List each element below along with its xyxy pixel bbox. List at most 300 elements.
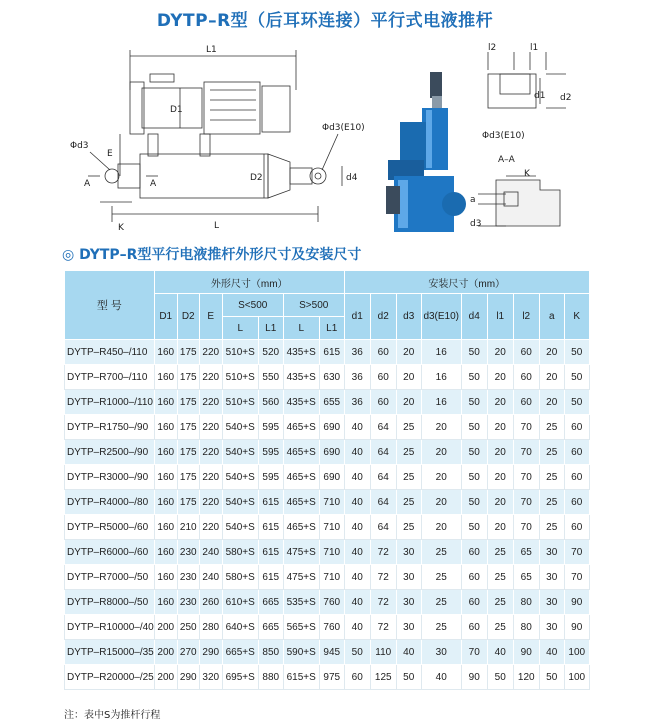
value-cell: 270 bbox=[177, 640, 199, 665]
col-header: D1 bbox=[154, 294, 177, 340]
value-cell: 90 bbox=[564, 615, 589, 640]
value-cell: 610+S bbox=[222, 590, 258, 615]
value-cell: 640+S bbox=[222, 615, 258, 640]
value-cell: 72 bbox=[370, 565, 396, 590]
header-mount: 安装尺寸（mm） bbox=[344, 271, 589, 294]
value-cell: 25 bbox=[396, 490, 421, 515]
value-cell: 580+S bbox=[222, 565, 258, 590]
value-cell: 64 bbox=[370, 490, 396, 515]
table-row bbox=[65, 490, 590, 515]
value-cell: 320 bbox=[199, 665, 222, 690]
value-cell: 220 bbox=[199, 465, 222, 490]
col-header: L1 bbox=[319, 317, 344, 340]
table-row bbox=[65, 390, 590, 415]
footnote: 注：表中S为推杆行程 bbox=[64, 710, 161, 721]
col-header: d2 bbox=[370, 294, 396, 340]
value-cell: 100 bbox=[564, 665, 589, 690]
value-cell: 20 bbox=[421, 440, 461, 465]
header-s-lt-500: S<500 bbox=[222, 294, 283, 317]
col-header: d4 bbox=[461, 294, 487, 340]
value-cell: 20 bbox=[396, 365, 421, 390]
value-cell: 200 bbox=[154, 640, 177, 665]
model-cell: DYTP–R450–/110 bbox=[65, 340, 155, 365]
value-cell: 64 bbox=[370, 465, 396, 490]
value-cell: 100 bbox=[564, 640, 589, 665]
value-cell: 540+S bbox=[222, 515, 258, 540]
value-cell: 50 bbox=[564, 365, 589, 390]
value-cell: 40 bbox=[539, 640, 564, 665]
side-view-drawing bbox=[88, 50, 342, 222]
section-mark-right: A bbox=[150, 179, 157, 189]
value-cell: 40 bbox=[396, 640, 421, 665]
value-cell: 70 bbox=[513, 415, 539, 440]
table-title: ◎ DYTP–R型平行电液推杆外形尺寸及安装尺寸 bbox=[62, 247, 362, 263]
value-cell: 175 bbox=[177, 415, 199, 440]
value-cell: 175 bbox=[177, 440, 199, 465]
section-label: A–A bbox=[498, 155, 515, 165]
table-row bbox=[65, 465, 590, 490]
value-cell: 40 bbox=[344, 615, 370, 640]
dim-phi-d3-e10: Φd3(E10) bbox=[322, 123, 365, 133]
value-cell: 40 bbox=[344, 590, 370, 615]
value-cell: 25 bbox=[539, 415, 564, 440]
value-cell: 200 bbox=[154, 615, 177, 640]
value-cell: 20 bbox=[539, 365, 564, 390]
value-cell: 60 bbox=[513, 365, 539, 390]
value-cell: 25 bbox=[396, 515, 421, 540]
value-cell: 630 bbox=[319, 365, 344, 390]
value-cell: 510+S bbox=[222, 365, 258, 390]
value-cell: 70 bbox=[461, 640, 487, 665]
model-cell: DYTP–R20000–/25 bbox=[65, 665, 155, 690]
value-cell: 160 bbox=[154, 440, 177, 465]
value-cell: 25 bbox=[396, 440, 421, 465]
value-cell: 40 bbox=[344, 465, 370, 490]
value-cell: 435+S bbox=[283, 340, 319, 365]
value-cell: 30 bbox=[396, 540, 421, 565]
value-cell: 175 bbox=[177, 340, 199, 365]
value-cell: 36 bbox=[344, 390, 370, 415]
table-row bbox=[65, 590, 590, 615]
value-cell: 40 bbox=[344, 540, 370, 565]
value-cell: 30 bbox=[539, 615, 564, 640]
value-cell: 475+S bbox=[283, 565, 319, 590]
value-cell: 50 bbox=[344, 640, 370, 665]
value-cell: 25 bbox=[539, 440, 564, 465]
value-cell: 64 bbox=[370, 415, 396, 440]
value-cell: 50 bbox=[396, 665, 421, 690]
dim-K: K bbox=[118, 223, 124, 233]
value-cell: 850 bbox=[258, 640, 283, 665]
value-cell: 880 bbox=[258, 665, 283, 690]
value-cell: 65 bbox=[513, 540, 539, 565]
value-cell: 90 bbox=[513, 640, 539, 665]
value-cell: 690 bbox=[319, 415, 344, 440]
value-cell: 20 bbox=[539, 340, 564, 365]
value-cell: 50 bbox=[564, 340, 589, 365]
table-row bbox=[65, 665, 590, 690]
value-cell: 290 bbox=[199, 640, 222, 665]
value-cell: 60 bbox=[461, 540, 487, 565]
value-cell: 160 bbox=[154, 390, 177, 415]
model-cell: DYTP–R10000–/40 bbox=[65, 615, 155, 640]
value-cell: 20 bbox=[421, 515, 461, 540]
value-cell: 595 bbox=[258, 440, 283, 465]
dim-L1: L1 bbox=[206, 45, 217, 55]
value-cell: 90 bbox=[564, 590, 589, 615]
value-cell: 535+S bbox=[283, 590, 319, 615]
value-cell: 20 bbox=[396, 340, 421, 365]
value-cell: 25 bbox=[396, 415, 421, 440]
value-cell: 20 bbox=[487, 340, 513, 365]
table-row bbox=[65, 640, 590, 665]
value-cell: 595 bbox=[258, 415, 283, 440]
value-cell: 240 bbox=[199, 565, 222, 590]
value-cell: 465+S bbox=[283, 490, 319, 515]
value-cell: 60 bbox=[370, 390, 396, 415]
value-cell: 70 bbox=[513, 515, 539, 540]
model-cell: DYTP–R5000–/60 bbox=[65, 515, 155, 540]
col-header: L bbox=[283, 317, 319, 340]
value-cell: 64 bbox=[370, 515, 396, 540]
value-cell: 30 bbox=[396, 565, 421, 590]
value-cell: 70 bbox=[513, 490, 539, 515]
table-row bbox=[65, 415, 590, 440]
col-header: K bbox=[564, 294, 589, 340]
value-cell: 50 bbox=[539, 665, 564, 690]
value-cell: 36 bbox=[344, 365, 370, 390]
value-cell: 30 bbox=[396, 590, 421, 615]
value-cell: 280 bbox=[199, 615, 222, 640]
value-cell: 16 bbox=[421, 365, 461, 390]
value-cell: 760 bbox=[319, 590, 344, 615]
value-cell: 40 bbox=[344, 490, 370, 515]
value-cell: 615 bbox=[258, 490, 283, 515]
value-cell: 160 bbox=[154, 365, 177, 390]
dim-D2: D2 bbox=[250, 173, 263, 183]
value-cell: 20 bbox=[487, 365, 513, 390]
value-cell: 20 bbox=[421, 490, 461, 515]
value-cell: 175 bbox=[177, 365, 199, 390]
value-cell: 50 bbox=[461, 415, 487, 440]
table-row bbox=[65, 340, 590, 365]
value-cell: 60 bbox=[370, 365, 396, 390]
product-photo bbox=[386, 72, 466, 232]
value-cell: 60 bbox=[564, 465, 589, 490]
value-cell: 290 bbox=[177, 665, 199, 690]
value-cell: 80 bbox=[513, 590, 539, 615]
value-cell: 230 bbox=[177, 565, 199, 590]
value-cell: 70 bbox=[513, 465, 539, 490]
value-cell: 540+S bbox=[222, 490, 258, 515]
value-cell: 50 bbox=[564, 390, 589, 415]
value-cell: 50 bbox=[461, 465, 487, 490]
value-cell: 230 bbox=[177, 590, 199, 615]
table-row bbox=[65, 565, 590, 590]
value-cell: 160 bbox=[154, 490, 177, 515]
value-cell: 70 bbox=[513, 440, 539, 465]
model-cell: DYTP–R1750–/90 bbox=[65, 415, 155, 440]
value-cell: 160 bbox=[154, 590, 177, 615]
value-cell: 475+S bbox=[283, 540, 319, 565]
value-cell: 20 bbox=[487, 515, 513, 540]
value-cell: 20 bbox=[487, 390, 513, 415]
value-cell: 160 bbox=[154, 565, 177, 590]
value-cell: 30 bbox=[421, 640, 461, 665]
value-cell: 70 bbox=[564, 540, 589, 565]
value-cell: 220 bbox=[199, 390, 222, 415]
value-cell: 710 bbox=[319, 515, 344, 540]
value-cell: 72 bbox=[370, 615, 396, 640]
value-cell: 25 bbox=[487, 540, 513, 565]
value-cell: 25 bbox=[539, 515, 564, 540]
dim-K-detail: K bbox=[524, 169, 530, 179]
value-cell: 60 bbox=[344, 665, 370, 690]
value-cell: 50 bbox=[461, 340, 487, 365]
value-cell: 40 bbox=[421, 665, 461, 690]
value-cell: 220 bbox=[199, 415, 222, 440]
value-cell: 580+S bbox=[222, 540, 258, 565]
value-cell: 175 bbox=[177, 465, 199, 490]
value-cell: 200 bbox=[154, 665, 177, 690]
technical-drawing bbox=[0, 30, 650, 240]
value-cell: 30 bbox=[539, 540, 564, 565]
header-s-gt-500: S>500 bbox=[283, 294, 344, 317]
value-cell: 560 bbox=[258, 390, 283, 415]
value-cell: 160 bbox=[154, 540, 177, 565]
col-header: L bbox=[222, 317, 258, 340]
value-cell: 90 bbox=[461, 665, 487, 690]
value-cell: 240 bbox=[199, 540, 222, 565]
value-cell: 465+S bbox=[283, 515, 319, 540]
value-cell: 435+S bbox=[283, 390, 319, 415]
value-cell: 590+S bbox=[283, 640, 319, 665]
value-cell: 60 bbox=[461, 590, 487, 615]
value-cell: 690 bbox=[319, 465, 344, 490]
value-cell: 72 bbox=[370, 590, 396, 615]
table-row bbox=[65, 615, 590, 640]
col-header: d3(E10) bbox=[421, 294, 461, 340]
value-cell: 25 bbox=[421, 590, 461, 615]
value-cell: 975 bbox=[319, 665, 344, 690]
value-cell: 20 bbox=[487, 465, 513, 490]
value-cell: 220 bbox=[199, 515, 222, 540]
table-body bbox=[65, 340, 590, 690]
value-cell: 50 bbox=[461, 365, 487, 390]
value-cell: 160 bbox=[154, 515, 177, 540]
value-cell: 36 bbox=[344, 340, 370, 365]
value-cell: 40 bbox=[344, 515, 370, 540]
value-cell: 695+S bbox=[222, 665, 258, 690]
value-cell: 25 bbox=[396, 465, 421, 490]
value-cell: 465+S bbox=[283, 465, 319, 490]
value-cell: 655 bbox=[319, 390, 344, 415]
value-cell: 40 bbox=[344, 440, 370, 465]
value-cell: 175 bbox=[177, 490, 199, 515]
dim-L: L bbox=[214, 221, 220, 231]
value-cell: 615 bbox=[258, 565, 283, 590]
value-cell: 520 bbox=[258, 340, 283, 365]
value-cell: 60 bbox=[564, 515, 589, 540]
col-header: d3 bbox=[396, 294, 421, 340]
table-row bbox=[65, 540, 590, 565]
dimensions-table bbox=[64, 270, 590, 690]
model-cell: DYTP–R700–/110 bbox=[65, 365, 155, 390]
dim-d4: d4 bbox=[346, 173, 358, 183]
header-model: 型 号 bbox=[65, 271, 155, 340]
value-cell: 80 bbox=[513, 615, 539, 640]
value-cell: 710 bbox=[319, 540, 344, 565]
value-cell: 435+S bbox=[283, 365, 319, 390]
dim-phi-d3-section: Φd3(E10) bbox=[482, 131, 525, 141]
value-cell: 175 bbox=[177, 390, 199, 415]
value-cell: 665 bbox=[258, 615, 283, 640]
model-cell: DYTP–R4000–/80 bbox=[65, 490, 155, 515]
dim-d2: d2 bbox=[560, 93, 572, 103]
header-outline: 外形尺寸（mm） bbox=[154, 271, 344, 294]
value-cell: 50 bbox=[461, 390, 487, 415]
value-cell: 615 bbox=[258, 540, 283, 565]
model-cell: DYTP–R8000–/50 bbox=[65, 590, 155, 615]
value-cell: 20 bbox=[421, 415, 461, 440]
value-cell: 25 bbox=[487, 615, 513, 640]
value-cell: 220 bbox=[199, 440, 222, 465]
dim-d3: d3 bbox=[470, 219, 482, 229]
value-cell: 760 bbox=[319, 615, 344, 640]
col-header: l1 bbox=[487, 294, 513, 340]
value-cell: 690 bbox=[319, 440, 344, 465]
value-cell: 60 bbox=[513, 390, 539, 415]
col-header: l2 bbox=[513, 294, 539, 340]
value-cell: 25 bbox=[421, 615, 461, 640]
col-header: d1 bbox=[344, 294, 370, 340]
table-row bbox=[65, 365, 590, 390]
dim-a: a bbox=[470, 195, 476, 205]
value-cell: 565+S bbox=[283, 615, 319, 640]
value-cell: 60 bbox=[370, 340, 396, 365]
value-cell: 120 bbox=[513, 665, 539, 690]
value-cell: 160 bbox=[154, 340, 177, 365]
value-cell: 465+S bbox=[283, 415, 319, 440]
value-cell: 25 bbox=[487, 590, 513, 615]
value-cell: 60 bbox=[564, 490, 589, 515]
value-cell: 60 bbox=[513, 340, 539, 365]
value-cell: 25 bbox=[421, 565, 461, 590]
value-cell: 220 bbox=[199, 340, 222, 365]
value-cell: 40 bbox=[344, 415, 370, 440]
value-cell: 40 bbox=[487, 640, 513, 665]
value-cell: 20 bbox=[396, 390, 421, 415]
value-cell: 50 bbox=[487, 665, 513, 690]
value-cell: 510+S bbox=[222, 390, 258, 415]
value-cell: 70 bbox=[564, 565, 589, 590]
value-cell: 945 bbox=[319, 640, 344, 665]
value-cell: 60 bbox=[564, 440, 589, 465]
value-cell: 25 bbox=[539, 465, 564, 490]
model-cell: DYTP–R2500–/90 bbox=[65, 440, 155, 465]
value-cell: 550 bbox=[258, 365, 283, 390]
col-header: E bbox=[199, 294, 222, 340]
value-cell: 710 bbox=[319, 490, 344, 515]
value-cell: 250 bbox=[177, 615, 199, 640]
dim-d1: d1 bbox=[534, 91, 546, 101]
value-cell: 65 bbox=[513, 565, 539, 590]
value-cell: 60 bbox=[461, 615, 487, 640]
value-cell: 615+S bbox=[283, 665, 319, 690]
model-cell: DYTP–R1000–/110 bbox=[65, 390, 155, 415]
dim-E: E bbox=[107, 149, 113, 159]
value-cell: 510+S bbox=[222, 340, 258, 365]
value-cell: 60 bbox=[564, 415, 589, 440]
value-cell: 16 bbox=[421, 390, 461, 415]
col-header: D2 bbox=[177, 294, 199, 340]
value-cell: 30 bbox=[396, 615, 421, 640]
dim-D1: D1 bbox=[170, 105, 183, 115]
value-cell: 220 bbox=[199, 365, 222, 390]
value-cell: 710 bbox=[319, 565, 344, 590]
value-cell: 50 bbox=[461, 440, 487, 465]
value-cell: 230 bbox=[177, 540, 199, 565]
col-header: a bbox=[539, 294, 564, 340]
table-row bbox=[65, 440, 590, 465]
value-cell: 160 bbox=[154, 415, 177, 440]
value-cell: 40 bbox=[344, 565, 370, 590]
value-cell: 540+S bbox=[222, 465, 258, 490]
value-cell: 20 bbox=[487, 490, 513, 515]
value-cell: 615 bbox=[319, 340, 344, 365]
value-cell: 30 bbox=[539, 590, 564, 615]
model-cell: DYTP–R7000–/50 bbox=[65, 565, 155, 590]
table-row bbox=[65, 515, 590, 540]
value-cell: 64 bbox=[370, 440, 396, 465]
dim-l1: l1 bbox=[530, 43, 539, 53]
value-cell: 595 bbox=[258, 465, 283, 490]
value-cell: 540+S bbox=[222, 440, 258, 465]
value-cell: 260 bbox=[199, 590, 222, 615]
value-cell: 110 bbox=[370, 640, 396, 665]
model-cell: DYTP–R3000–/90 bbox=[65, 465, 155, 490]
value-cell: 50 bbox=[461, 490, 487, 515]
value-cell: 20 bbox=[487, 415, 513, 440]
dim-phi-d3: Φd3 bbox=[70, 141, 89, 151]
col-header: L1 bbox=[258, 317, 283, 340]
value-cell: 60 bbox=[461, 565, 487, 590]
section-mark-left: A bbox=[84, 179, 91, 189]
value-cell: 72 bbox=[370, 540, 396, 565]
value-cell: 20 bbox=[487, 440, 513, 465]
value-cell: 20 bbox=[539, 390, 564, 415]
model-cell: DYTP–R15000–/35 bbox=[65, 640, 155, 665]
value-cell: 30 bbox=[539, 565, 564, 590]
value-cell: 25 bbox=[421, 540, 461, 565]
model-cell: DYTP–R6000–/60 bbox=[65, 540, 155, 565]
drawing-labels bbox=[70, 45, 365, 233]
value-cell: 160 bbox=[154, 465, 177, 490]
value-cell: 465+S bbox=[283, 440, 319, 465]
value-cell: 220 bbox=[199, 490, 222, 515]
value-cell: 665+S bbox=[222, 640, 258, 665]
value-cell: 210 bbox=[177, 515, 199, 540]
dim-l2: l2 bbox=[488, 43, 497, 53]
value-cell: 20 bbox=[421, 465, 461, 490]
value-cell: 50 bbox=[461, 515, 487, 540]
page-title: DYTP–R型（后耳环连接）平行式电液推杆 bbox=[156, 11, 494, 31]
value-cell: 125 bbox=[370, 665, 396, 690]
value-cell: 540+S bbox=[222, 415, 258, 440]
value-cell: 25 bbox=[487, 565, 513, 590]
value-cell: 615 bbox=[258, 515, 283, 540]
value-cell: 25 bbox=[539, 490, 564, 515]
